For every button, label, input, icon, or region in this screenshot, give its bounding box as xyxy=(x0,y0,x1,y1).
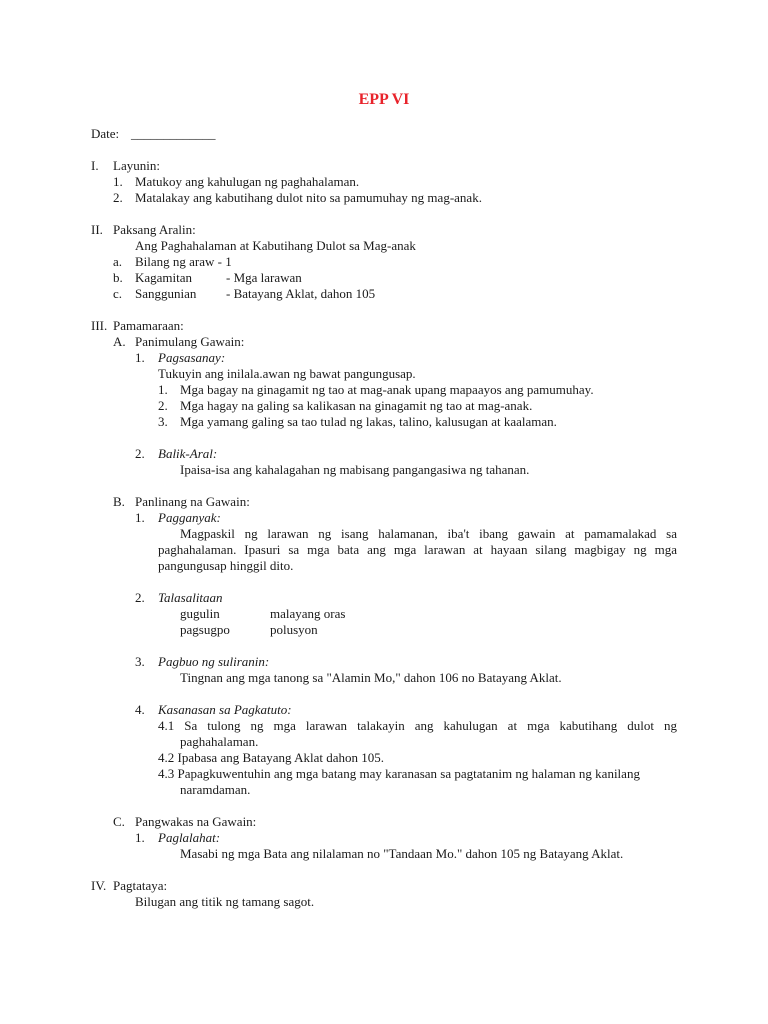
part-a-1-instruction: Tukuyin ang inilala.awan ng bawat pangungusap. xyxy=(158,366,416,381)
subject-c-value: - Batayang Aklat, dahon 105 xyxy=(226,286,376,301)
learning-step-4-3-cont: naramdaman. xyxy=(180,782,251,797)
subject-topic: Ang Paghahalaman at Kabutihang Dulot sa Mag-anak xyxy=(135,238,416,253)
part-c-heading: Pangwakas na Gawain: xyxy=(135,814,257,829)
part-c-letter: C. xyxy=(113,814,125,829)
vocabulary-word: pagsugpo xyxy=(180,622,230,637)
section-4-number: IV. xyxy=(91,878,107,893)
subject-b-letter: b. xyxy=(113,270,123,285)
part-b-3-number: 3. xyxy=(135,654,145,669)
date-label: Date: xyxy=(91,126,120,141)
part-a-2-text: Ipaisa-isa ang kahalagahan ng mabisang pangangasiwa ng tahanan. xyxy=(180,462,530,477)
motivation-line-3: pangungusap hinggil dito. xyxy=(158,558,294,573)
part-a-1-number: 1. xyxy=(135,350,145,365)
section-3-heading: Pamamaraan: xyxy=(113,318,184,333)
subject-a-letter: a. xyxy=(113,254,123,269)
drill-item-2-number: 2. xyxy=(158,398,168,413)
subject-c-label: Sanggunian xyxy=(135,286,197,301)
section-4-heading: Pagtataya: xyxy=(113,878,168,893)
part-b-2-title: Talasalitaan xyxy=(158,590,223,605)
part-b-1-title: Pagganyak: xyxy=(158,510,221,525)
drill-item-3-text: Mga yamang galing sa tao tulad ng lakas, talino, kalusugan at kaalaman. xyxy=(180,414,557,429)
drill-item-1-number: 1. xyxy=(158,382,168,397)
objective-2-number: 2. xyxy=(113,190,123,205)
vocabulary-meaning: malayang oras xyxy=(270,606,346,621)
part-b-3-title: Pagbuo ng suliranin: xyxy=(158,654,270,669)
vocabulary-word: gugulin xyxy=(180,606,220,621)
part-b-letter: B. xyxy=(113,494,125,509)
learning-step-4-1: 4.1 Sa tulong ng mga larawan talakayin ang kahulugan at mga kabutihang dulot ng xyxy=(158,718,677,733)
section-2-number: II. xyxy=(91,222,103,237)
date-blank: _____________ xyxy=(131,126,216,141)
part-b-4-number: 4. xyxy=(135,702,145,717)
section-1-number: I. xyxy=(91,158,99,173)
objective-2-text: Matalakay ang kabutihang dulot nito sa pamumuhay ng mag-anak. xyxy=(135,190,482,205)
part-a-heading: Panimulang Gawain: xyxy=(135,334,245,349)
section-3-number: III. xyxy=(91,318,108,333)
part-b-2-number: 2. xyxy=(135,590,145,605)
drill-item-2-text: Mga hagay na galing sa kalikasan na ginagamit ng tao at mag-anak. xyxy=(180,398,533,413)
learning-step-4-3: 4.3 Papagkuwentuhin ang mga batang may karanasan sa pagtatanim ng halaman ng kanilang xyxy=(158,766,640,781)
part-b-heading: Panlinang na Gawain: xyxy=(135,494,250,509)
document-title: EPP VI xyxy=(358,91,410,108)
motivation-line-1: Magpaskil ng larawan ng isang halamanan, iba't ibang gawain at pamamalakad sa xyxy=(180,526,677,541)
subject-b-label: Kagamitan xyxy=(135,270,193,285)
part-c-1-text: Masabi ng mga Bata ang nilalaman no "Tandaan Mo." dahon 105 ng Batayang Aklat. xyxy=(180,846,624,861)
part-b-4-title: Kasanasan sa Pagkatuto: xyxy=(158,702,292,717)
subject-c-letter: c. xyxy=(113,286,123,301)
part-a-2-number: 2. xyxy=(135,446,145,461)
part-a-2-title: Balik-Aral: xyxy=(158,446,218,461)
vocabulary-meaning: polusyon xyxy=(270,622,318,637)
learning-step-4-2: 4.2 Ipabasa ang Batayang Aklat dahon 105. xyxy=(158,750,384,765)
objective-1-text: Matukoy ang kahulugan ng paghahalaman. xyxy=(135,174,360,189)
drill-item-1-text: Mga bagay na ginagamit ng tao at mag-anak upang mapaayos ang pamumuhay. xyxy=(180,382,594,397)
part-c-1-title: Paglalahat: xyxy=(158,830,221,845)
part-b-1-number: 1. xyxy=(135,510,145,525)
section-1-heading: Layunin: xyxy=(113,158,160,173)
subject-b-value: - Mga larawan xyxy=(226,270,302,285)
part-a-letter: A. xyxy=(113,334,126,349)
objective-1-number: 1. xyxy=(113,174,123,189)
section-4-text: Bilugan ang titik ng tamang sagot. xyxy=(135,894,315,909)
drill-item-3-number: 3. xyxy=(158,414,168,429)
part-c-1-number: 1. xyxy=(135,830,145,845)
motivation-line-2: paghahalaman. Ipasuri sa mga bata ang mga larawan at hayaan silang magbigay ng mga xyxy=(158,542,677,557)
learning-step-4-1-cont: paghahalaman. xyxy=(180,734,259,749)
section-2-heading: Paksang Aralin: xyxy=(113,222,196,237)
part-a-1-title: Pagsasanay: xyxy=(158,350,226,365)
part-b-3-text: Tingnan ang mga tanong sa "Alamin Mo," dahon 106 no Batayang Aklat. xyxy=(180,670,562,685)
subject-a-text: Bilang ng araw - 1 xyxy=(135,254,232,269)
